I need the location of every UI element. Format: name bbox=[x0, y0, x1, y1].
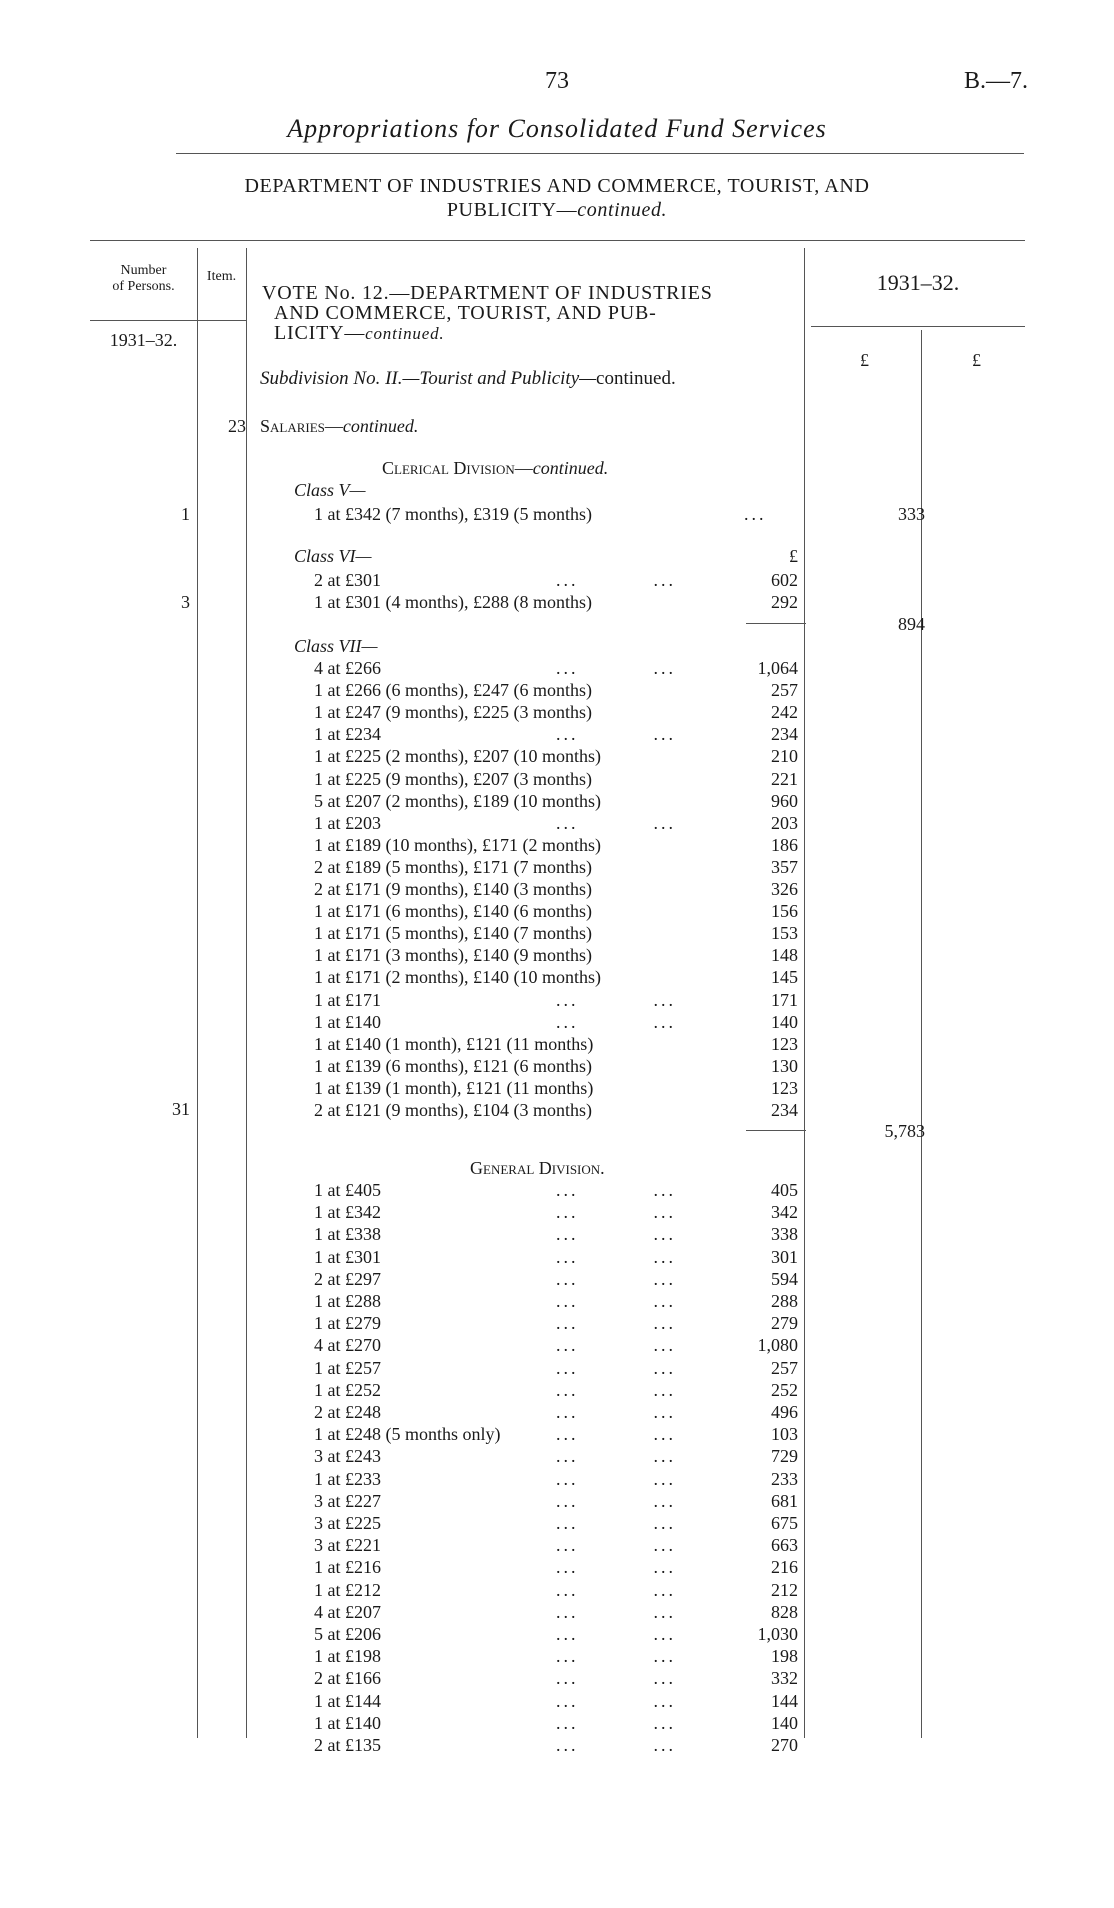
general-row-desc: 2 at £248 bbox=[314, 1402, 381, 1422]
general-row-amount: 675 bbox=[771, 1513, 798, 1533]
general-row-desc: 4 at £270 bbox=[314, 1335, 381, 1356]
class-vii-row-amount: 234 bbox=[771, 724, 798, 745]
class-vi-persons: 3 bbox=[181, 592, 190, 612]
class-vii-row-desc: 1 at £171 (6 months), £140 (6 months) bbox=[314, 901, 592, 922]
desc-amount-divider bbox=[804, 248, 805, 1738]
class-vii-subtotal-rule bbox=[746, 1130, 806, 1131]
class-vii-row-amount: 242 bbox=[771, 702, 798, 723]
class-v-dots: ... bbox=[744, 504, 767, 524]
table-top-rule bbox=[90, 240, 1025, 241]
general-row-desc: 1 at £301 bbox=[314, 1246, 381, 1267]
general-row-desc: 1 at £288 bbox=[314, 1291, 381, 1311]
class-vii-row-desc: 1 at £171 bbox=[314, 989, 381, 1010]
item-header: Item. bbox=[206, 269, 237, 284]
class-vii-row-amount: 148 bbox=[771, 945, 798, 966]
salaries-label: Salaries— bbox=[260, 416, 343, 436]
general-row-dots: ... ... bbox=[556, 1468, 676, 1489]
class-vii-row-desc: 1 at £140 (1 month), £121 (11 months) bbox=[314, 1033, 594, 1054]
class-vii-total: 5,783 bbox=[884, 1121, 925, 1141]
general-row-dots: ... ... bbox=[556, 1646, 676, 1667]
general-row-dots: ... ... bbox=[556, 1313, 676, 1334]
department-line-2-main: PUBLICITY— bbox=[446, 199, 578, 221]
class-vii-row-desc: 5 at £207 (2 months), £189 (10 months) bbox=[314, 790, 601, 811]
class-vii-row-amount: 257 bbox=[771, 680, 798, 701]
general-row-amount: 103 bbox=[771, 1424, 798, 1445]
class-v-label: Class V— bbox=[294, 480, 366, 500]
general-row-desc: 1 at £248 (5 months only) bbox=[314, 1424, 501, 1445]
class-vii-row-dots: ... ... bbox=[556, 658, 676, 678]
class-vii-row-desc: 4 at £266 bbox=[314, 658, 381, 678]
class-vii-row-amount: 357 bbox=[771, 856, 798, 877]
general-row-amount: 1,030 bbox=[757, 1624, 798, 1644]
class-vii-row-amount: 234 bbox=[771, 1100, 798, 1120]
general-row-dots: ... ... bbox=[556, 1424, 676, 1445]
general-row-dots: ... ... bbox=[556, 1668, 676, 1689]
year-head-rule bbox=[811, 326, 1025, 327]
class-vii-row-desc: 1 at £139 (1 month), £121 (11 months) bbox=[314, 1077, 594, 1098]
general-row-dots: ... ... bbox=[556, 1712, 676, 1733]
general-row-amount: 663 bbox=[771, 1535, 798, 1556]
class-vii-row-amount: 156 bbox=[771, 901, 798, 922]
class-vii-row-desc: 1 at £140 bbox=[314, 1011, 381, 1032]
document-reference: B.—7. bbox=[963, 68, 1028, 94]
general-row-desc: 4 at £207 bbox=[314, 1601, 381, 1622]
item-head-rule bbox=[197, 320, 246, 321]
vote-line-1: VOTE No. 12.—DEPARTMENT OF INDUSTRIES bbox=[262, 282, 713, 304]
class-vi-row-desc: 1 at £301 (4 months), £288 (8 months) bbox=[314, 592, 592, 613]
class-vi-total: 894 bbox=[898, 614, 925, 634]
department-line-2 bbox=[0, 198, 1114, 222]
class-vii-row-amount: 130 bbox=[771, 1055, 798, 1076]
general-row-desc: 1 at £252 bbox=[314, 1379, 381, 1400]
general-row-amount: 233 bbox=[771, 1468, 798, 1489]
class-vii-row-amount: 326 bbox=[771, 879, 798, 899]
class-vii-row-amount: 123 bbox=[771, 1077, 798, 1098]
vote-line-3 bbox=[262, 323, 802, 344]
general-row-desc: 1 at £257 bbox=[314, 1357, 381, 1378]
department-line-2-cont: continued. bbox=[577, 199, 668, 221]
general-row-desc: 1 at £140 bbox=[314, 1712, 381, 1733]
class-vi-row-amount: 292 bbox=[771, 592, 798, 613]
running-title: Appropriations for Consolidated Fund Services bbox=[287, 114, 827, 143]
general-row-amount: 332 bbox=[771, 1668, 798, 1689]
class-v-line: 1 at £342 (7 months), £319 (5 months) bbox=[314, 504, 592, 524]
general-row-dots: ... ... bbox=[556, 1291, 676, 1311]
class-vii-row-amount: 186 bbox=[771, 834, 798, 855]
vote-line-3-main: LICITY— bbox=[274, 322, 366, 344]
vote-line-3-cont: continued. bbox=[365, 324, 445, 343]
general-row-desc: 1 at £198 bbox=[314, 1646, 381, 1667]
general-row-desc: 1 at £212 bbox=[314, 1579, 381, 1600]
general-row-desc: 3 at £227 bbox=[314, 1490, 381, 1511]
clerical-division-heading bbox=[382, 458, 608, 479]
general-row-amount: 257 bbox=[771, 1357, 798, 1378]
class-vii-row-amount: 140 bbox=[771, 1011, 798, 1032]
general-row-dots: ... ... bbox=[556, 1202, 676, 1223]
class-vii-row-desc: 1 at £171 (5 months), £140 (7 months) bbox=[314, 923, 592, 944]
class-vi-label: Class VI— bbox=[294, 546, 372, 566]
class-v-persons: 1 bbox=[181, 504, 190, 524]
salaries-cont: continued. bbox=[342, 416, 419, 436]
class-vii-row-desc: 1 at £189 (10 months), £171 (2 months) bbox=[314, 834, 601, 855]
number-label-2: of Persons. bbox=[112, 279, 175, 294]
class-vii-row-desc: 1 at £171 (2 months), £140 (10 months) bbox=[314, 967, 601, 988]
class-vii-row-amount: 960 bbox=[771, 790, 798, 811]
amount-total-divider bbox=[921, 330, 922, 1738]
item-desc-divider bbox=[246, 248, 247, 1738]
general-row-dots: ... ... bbox=[556, 1379, 676, 1400]
general-row-desc: 1 at £279 bbox=[314, 1313, 381, 1334]
general-row-desc: 2 at £135 bbox=[314, 1735, 381, 1755]
class-vii-row-desc: 1 at £203 bbox=[314, 812, 381, 833]
general-row-amount: 594 bbox=[771, 1268, 798, 1289]
general-row-amount: 144 bbox=[771, 1690, 798, 1711]
general-row-desc: 1 at £405 bbox=[314, 1180, 381, 1200]
class-vii-row-amount: 123 bbox=[771, 1033, 798, 1054]
class-vii-row-amount: 153 bbox=[771, 923, 798, 944]
class-vii-row-amount: 210 bbox=[771, 746, 798, 767]
general-row-dots: ... ... bbox=[556, 1490, 676, 1511]
class-vii-row-dots: ... ... bbox=[556, 1011, 676, 1032]
salaries-heading bbox=[260, 416, 418, 437]
general-row-amount: 279 bbox=[771, 1313, 798, 1334]
general-row-amount: 729 bbox=[771, 1446, 798, 1467]
class-vii-row-dots: ... ... bbox=[556, 812, 676, 833]
vote-title bbox=[262, 283, 802, 344]
class-vii-row-desc: 1 at £266 (6 months), £247 (6 months) bbox=[314, 680, 592, 701]
class-v-total: 333 bbox=[898, 504, 925, 524]
class-vii-row-desc: 1 at £247 (9 months), £225 (3 months) bbox=[314, 702, 592, 723]
class-vii-row-amount: 203 bbox=[771, 812, 798, 833]
general-row-dots: ... ... bbox=[556, 1624, 676, 1644]
subdivision-heading bbox=[260, 368, 676, 390]
general-row-amount: 252 bbox=[771, 1379, 798, 1400]
class-vii-row-amount: 1,064 bbox=[757, 658, 798, 678]
header-rule bbox=[176, 153, 1024, 154]
general-row-desc: 1 at £342 bbox=[314, 1202, 381, 1223]
number-of-persons-header bbox=[90, 263, 197, 295]
general-row-dots: ... ... bbox=[556, 1180, 676, 1200]
class-vii-label: Class VII— bbox=[294, 636, 378, 656]
subdivision-text: Subdivision No. II.—Tourist and Publicity— bbox=[260, 368, 597, 389]
general-row-amount: 405 bbox=[771, 1180, 798, 1200]
class-vii-row-amount: 221 bbox=[771, 768, 798, 789]
general-row-amount: 496 bbox=[771, 1402, 798, 1422]
general-row-amount: 828 bbox=[771, 1601, 798, 1622]
general-row-desc: 2 at £166 bbox=[314, 1668, 381, 1689]
general-row-dots: ... ... bbox=[556, 1224, 676, 1245]
class-vii-row-desc: 1 at £225 (2 months), £207 (10 months) bbox=[314, 746, 601, 767]
page-number: 73 bbox=[545, 68, 569, 94]
general-row-dots: ... ... bbox=[556, 1335, 676, 1356]
general-row-amount: 681 bbox=[771, 1490, 798, 1511]
persons-item-divider bbox=[197, 248, 198, 1738]
class-vi-row-desc: 2 at £301 bbox=[314, 570, 381, 590]
year-header: 1931–32. bbox=[876, 270, 960, 295]
class-vi-pound: £ bbox=[789, 546, 798, 566]
class-vii-row-dots: ... ... bbox=[556, 989, 676, 1010]
class-vii-row-amount: 171 bbox=[771, 989, 798, 1010]
class-vii-row-desc: 1 at £234 bbox=[314, 724, 381, 745]
class-vii-row-amount: 145 bbox=[771, 967, 798, 988]
department-heading bbox=[0, 174, 1114, 222]
persons-head-rule bbox=[90, 320, 197, 321]
general-row-desc: 3 at £243 bbox=[314, 1446, 381, 1467]
class-vii-row-desc: 1 at £225 (9 months), £207 (3 months) bbox=[314, 768, 592, 789]
general-row-dots: ... ... bbox=[556, 1557, 676, 1578]
general-row-amount: 198 bbox=[771, 1646, 798, 1667]
general-row-amount: 342 bbox=[771, 1202, 798, 1223]
general-row-dots: ... ... bbox=[556, 1246, 676, 1267]
general-row-dots: ... ... bbox=[556, 1446, 676, 1467]
general-row-desc: 5 at £206 bbox=[314, 1624, 381, 1644]
general-row-amount: 1,080 bbox=[757, 1335, 798, 1356]
general-row-dots: ... ... bbox=[556, 1690, 676, 1711]
class-vi-subtotal-rule bbox=[746, 623, 806, 624]
general-row-amount: 338 bbox=[771, 1224, 798, 1245]
general-row-desc: 3 at £225 bbox=[314, 1513, 381, 1533]
pound-header-1: £ bbox=[860, 350, 869, 370]
general-row-dots: ... ... bbox=[556, 1402, 676, 1422]
general-row-amount: 216 bbox=[771, 1557, 798, 1578]
general-row-desc: 2 at £297 bbox=[314, 1268, 381, 1289]
class-vii-row-desc: 1 at £171 (3 months), £140 (9 months) bbox=[314, 945, 592, 966]
general-row-amount: 212 bbox=[771, 1579, 798, 1600]
general-row-dots: ... ... bbox=[556, 1268, 676, 1289]
general-row-amount: 140 bbox=[771, 1712, 798, 1733]
general-row-desc: 1 at £233 bbox=[314, 1468, 381, 1489]
general-row-dots: ... ... bbox=[556, 1579, 676, 1600]
general-row-desc: 1 at £144 bbox=[314, 1690, 381, 1711]
vote-line-2: AND COMMERCE, TOURIST, AND PUB- bbox=[274, 302, 657, 324]
class-vi-row-amount: 602 bbox=[771, 570, 798, 590]
clerical-cont: continued. bbox=[532, 458, 609, 478]
general-row-desc: 1 at £338 bbox=[314, 1224, 381, 1245]
pound-header-2: £ bbox=[972, 350, 981, 370]
class-vi-row-dots: ... ... bbox=[556, 570, 676, 590]
general-row-dots: ... ... bbox=[556, 1535, 676, 1556]
persons-year: 1931–32. bbox=[109, 330, 178, 350]
general-row-desc: 3 at £221 bbox=[314, 1535, 381, 1556]
general-row-amount: 270 bbox=[771, 1735, 798, 1755]
general-row-dots: ... ... bbox=[556, 1601, 676, 1622]
general-row-desc: 1 at £216 bbox=[314, 1557, 381, 1578]
general-row-dots: ... ... bbox=[556, 1357, 676, 1378]
general-row-dots: ... ... bbox=[556, 1735, 676, 1755]
general-row-amount: 288 bbox=[771, 1291, 798, 1311]
general-row-dots: ... ... bbox=[556, 1513, 676, 1533]
subdivision-cont: continued. bbox=[596, 368, 676, 389]
class-vii-row-desc: 2 at £171 (9 months), £140 (3 months) bbox=[314, 879, 592, 899]
class-vii-row-dots: ... ... bbox=[556, 724, 676, 745]
number-label-1: Number bbox=[120, 263, 167, 278]
class-vii-row-desc: 1 at £139 (6 months), £121 (6 months) bbox=[314, 1055, 592, 1076]
class-vii-persons: 31 bbox=[172, 1099, 190, 1119]
general-row-amount: 301 bbox=[771, 1246, 798, 1267]
class-vii-row-desc: 2 at £189 (5 months), £171 (7 months) bbox=[314, 856, 592, 877]
department-line-1: DEPARTMENT OF INDUSTRIES AND COMMERCE, TOURIST, AND bbox=[244, 175, 870, 197]
salaries-item-number: 23 bbox=[228, 416, 246, 436]
clerical-label: Clerical Division— bbox=[382, 458, 533, 478]
general-division-heading: General Division. bbox=[470, 1158, 605, 1178]
class-vii-row-desc: 2 at £121 (9 months), £104 (3 months) bbox=[314, 1100, 592, 1120]
